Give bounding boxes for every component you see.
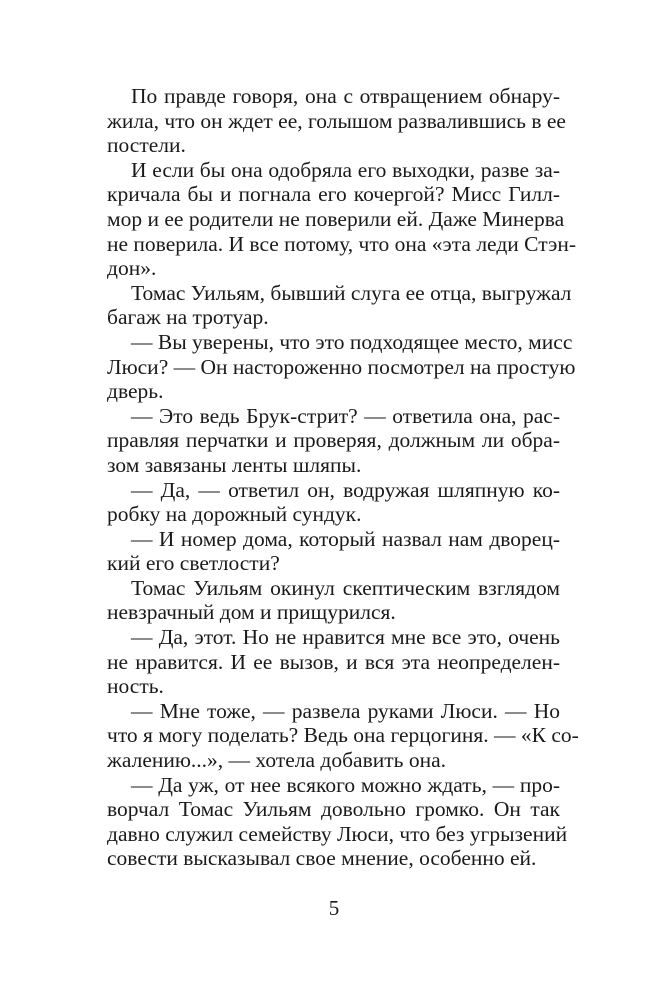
page-text (107, 84, 579, 871)
text-line: — Это ведь Брук-стрит? — ответила она, рас- (131, 403, 560, 428)
text-line: совести высказывал свое мнение, особенно ей. (107, 846, 537, 871)
text-line: — Вы уверены, что это подходящее место, мисс (131, 329, 573, 354)
text-line: кричала бы и погнала его кочергой? Мисс Гилл- (107, 182, 560, 207)
text-line: Томас Уильям, бывший слуга ее отца, выгружал (131, 280, 572, 305)
text-line: — Да уж, от нее всякого можно ждать, — про- (131, 772, 560, 797)
text-line: не нравится. И ее вызов, и вся эта неопределен- (107, 649, 560, 674)
text-line: По правде говоря, она с отвращением обнару- (131, 84, 560, 108)
text-line: ворчал Томас Уильям довольно громко. Он так (107, 797, 560, 822)
text-line: багаж на тротуар. (107, 305, 269, 330)
text-line: жалению...», — хотела добавить она. (107, 748, 446, 773)
text-line: постели. (107, 133, 186, 158)
text-line: — Мне тоже, — развела руками Люси. — Но (131, 698, 560, 723)
text-line: Томас Уильям окинул скептическим взглядом (131, 575, 560, 600)
text-line: мор и ее родители не поверили ей. Даже Минерва (107, 206, 565, 231)
text-line: — Да, этот. Но не нравится мне все это, очень (131, 625, 560, 650)
text-line: дон». (107, 256, 157, 281)
text-line: невзрачный дом и прищурился. (107, 600, 396, 625)
text-line: не поверила. И все потому, что она «эта леди Стэн- (107, 231, 577, 256)
text-line: — И номер дома, который назвал нам дворец- (131, 526, 560, 551)
page-number: 5 (328, 896, 340, 920)
text-line: жила, что он ждет ее, голышом развалившись в ее (107, 108, 566, 133)
text-line: что я могу поделать? Ведь она герцогиня. — «К со- (107, 723, 579, 748)
text-line: И если бы она одобряла его выходки, разве за- (131, 157, 560, 182)
text-line: ность. (107, 674, 164, 699)
text-line: давно служил семейству Люси, что без угрызений (107, 821, 568, 846)
text-line: робку на дорожный сундук. (107, 502, 362, 527)
text-line: Люси? — Он настороженно посмотрел на простую (107, 354, 576, 379)
text-line: зом завязаны ленты шляпы. (107, 452, 362, 477)
text-line: кий его светлости? (107, 551, 280, 576)
text-line: дверь. (107, 379, 164, 404)
text-line: правляя перчатки и проверяя, должным ли обра- (107, 428, 560, 453)
text-line: — Да, — ответил он, водружая шляпную ко- (131, 477, 560, 502)
